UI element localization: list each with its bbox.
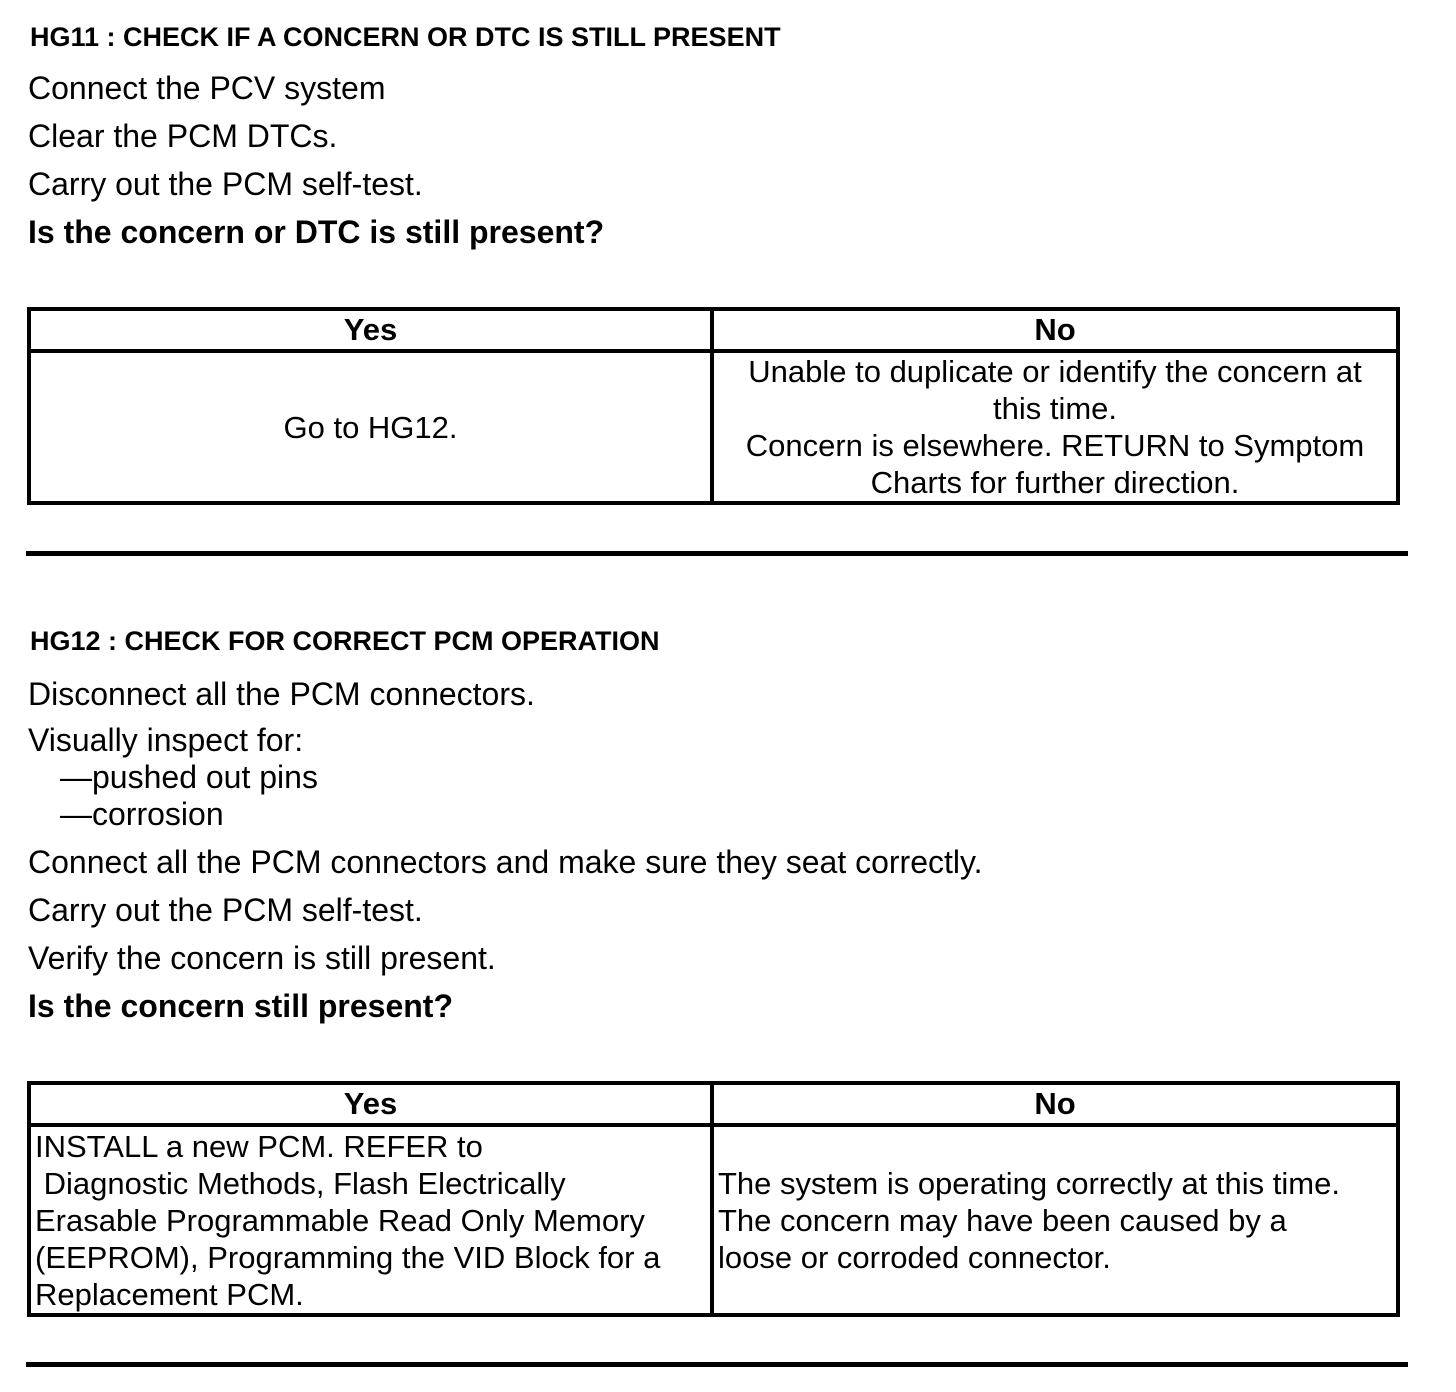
- hg11-step-1: Connect the PCV system: [28, 70, 386, 106]
- hg11-answer-table: [27, 307, 1400, 505]
- hg12-substep-1: —pushed out pins: [60, 759, 318, 795]
- hg12-substep-2: —corrosion: [60, 796, 224, 832]
- hg11-no-line: Unable to duplicate or identify the concern at: [748, 354, 1362, 389]
- hg12-yes-line: INSTALL a new PCM. REFER to: [35, 1128, 483, 1164]
- hg12-no-line: loose or corroded connector.: [718, 1239, 1111, 1275]
- hg11-step-3: Carry out the PCM self-test.: [28, 166, 423, 202]
- hg11-no-line: Concern is elsewhere. RETURN to Symptom: [745, 428, 1365, 463]
- hg12-no-header: No: [712, 1083, 1398, 1125]
- hg11-step-2: Clear the PCM DTCs.: [28, 118, 338, 154]
- hg12-table-body-row: [29, 1125, 1398, 1315]
- hg12-table-header-row: [29, 1083, 1398, 1125]
- hg11-question: Is the concern or DTC is still present?: [28, 214, 605, 250]
- hg12-step-4: Carry out the PCM self-test.: [28, 892, 423, 928]
- hg12-answer-table: [27, 1081, 1400, 1317]
- hg12-yes-line: Diagnostic Methods, Flash Electrically: [35, 1165, 566, 1201]
- hg11-no-cell: [712, 351, 1398, 503]
- hg11-table-body-row: [29, 351, 1398, 503]
- hg12-yes-line: (EEPROM), Programming the VID Block for a: [35, 1239, 661, 1275]
- section-divider: [26, 551, 1408, 556]
- hg11-yes-cell: [29, 351, 712, 503]
- hg12-yes-header: Yes: [29, 1083, 712, 1125]
- hg11-no-header: No: [712, 309, 1398, 351]
- hg11-no-line: this time.: [992, 391, 1118, 426]
- hg11-yes-text: Go to HG12.: [283, 409, 458, 445]
- hg11-heading: HG11 : CHECK IF A CONCERN OR DTC IS STILL PRESENT: [30, 22, 781, 52]
- hg12-step-1: Disconnect all the PCM connectors.: [28, 676, 535, 712]
- hg12-step-5: Verify the concern is still present.: [28, 940, 496, 976]
- hg12-question: Is the concern still present?: [28, 988, 453, 1024]
- hg12-no-line: The concern may have been caused by a: [718, 1202, 1287, 1238]
- hg12-heading: HG12 : CHECK FOR CORRECT PCM OPERATION: [30, 626, 660, 656]
- section-divider: [26, 1362, 1408, 1367]
- hg11-table-header-row: [29, 309, 1398, 351]
- hg12-no-cell: [712, 1125, 1398, 1315]
- hg12-step-3: Connect all the PCM connectors and make sure they seat correctly.: [28, 844, 983, 880]
- hg11-no-line: Charts for further direction.: [870, 465, 1240, 500]
- hg12-yes-cell: [29, 1125, 712, 1315]
- hg12-yes-line: Replacement PCM.: [35, 1276, 304, 1312]
- hg12-no-line: The system is operating correctly at this time.: [718, 1165, 1340, 1201]
- hg11-yes-header: Yes: [29, 309, 712, 351]
- hg12-step-2: Visually inspect for:: [28, 722, 304, 758]
- hg12-yes-line: Erasable Programmable Read Only Memory: [35, 1202, 645, 1238]
